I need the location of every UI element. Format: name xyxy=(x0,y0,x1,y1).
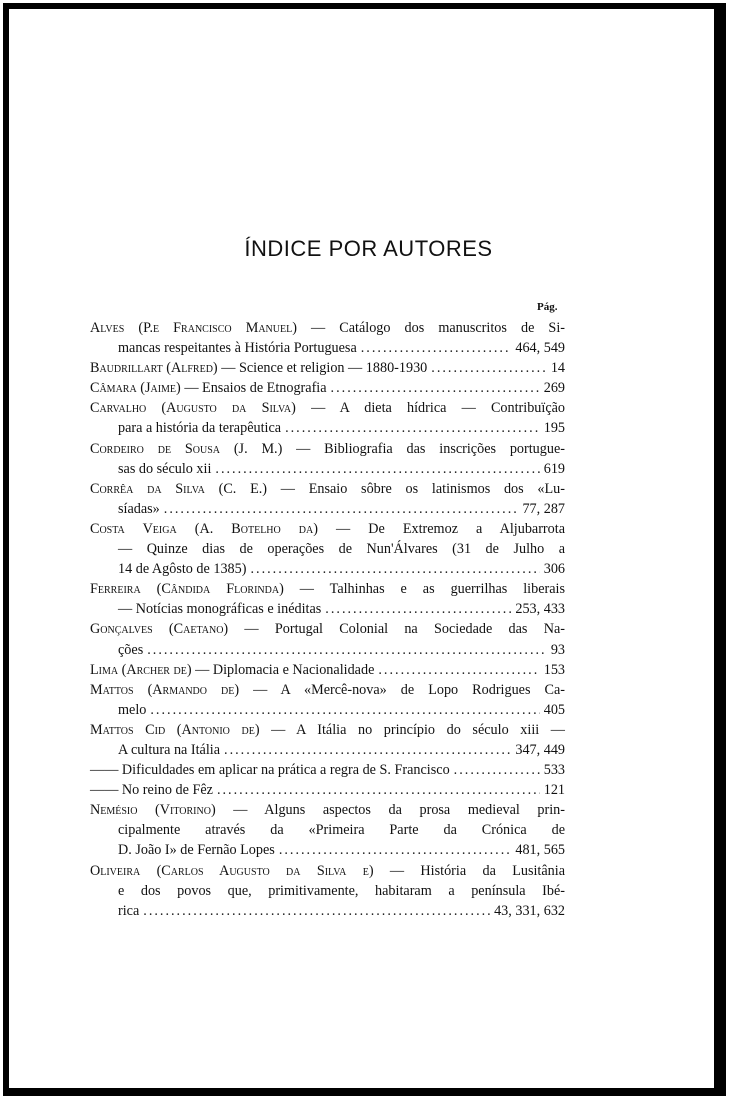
entry-text: melo xyxy=(118,701,147,718)
index-entry xyxy=(90,800,565,860)
entry-text: — Catálogo dos manuscritos de Si- xyxy=(311,320,565,336)
entry-text: — De Extremoz a Aljubarrota xyxy=(336,520,565,537)
entry-text: — Diplomacia e Nacionalidade xyxy=(195,661,375,678)
leader-dots xyxy=(224,740,511,760)
entry-pages: 306 xyxy=(543,561,565,578)
entry-author: Baudrillart (Alfred) xyxy=(90,360,218,377)
index-entry xyxy=(90,619,565,659)
index-entry xyxy=(90,861,565,921)
entry-pages: 347, 449 xyxy=(515,741,565,758)
entry-text: — História da Lusitânia xyxy=(389,862,565,879)
entry-author: Cordeiro de Sousa (J. M.) xyxy=(90,440,283,457)
entry-author: Gonçalves (Caetano) xyxy=(90,621,229,638)
leader-dots xyxy=(279,840,512,860)
leader-dots xyxy=(164,499,519,519)
entry-text: — Quinze dias de operações de Nun'Álvares (31 de Julho a xyxy=(118,541,565,558)
entry-author: Costa Veiga (A. Botelho da) xyxy=(90,520,318,537)
index-entry xyxy=(90,378,565,398)
entry-pages: 121 xyxy=(543,782,565,799)
index-entry xyxy=(90,439,565,479)
entry-text: — A «Mercê-nova» de Lopo Rodrigues Ca- xyxy=(253,681,565,698)
leader-dots xyxy=(454,760,540,780)
entry-text: — Ensaios de Etnografia xyxy=(184,380,327,397)
entry-author: Ferreira (Cândida Florinda) xyxy=(90,581,284,598)
entry-pages: 405 xyxy=(543,701,565,718)
leader-dots xyxy=(143,901,490,921)
entry-author: Câmara (Jaime) xyxy=(90,380,181,397)
entry-author: Mattos (Armando de) xyxy=(90,681,240,698)
leader-dots xyxy=(431,358,547,378)
index-entry xyxy=(90,780,565,800)
leader-dots xyxy=(147,640,547,660)
entry-author: Lima (Archer de) xyxy=(90,661,192,678)
entry-pages: 195 xyxy=(543,420,565,437)
index-entry xyxy=(90,660,565,680)
page-column-label: Pág. xyxy=(537,301,558,313)
entry-author: Nemésio (Vitorino) xyxy=(90,802,216,819)
leader-dots xyxy=(361,338,512,358)
entry-author: Carvalho (Augusto da Silva) xyxy=(90,400,296,417)
entry-pages: 14 xyxy=(550,360,565,377)
entry-text: e dos povos que, primitivamente, habitaram a península Ibé- xyxy=(118,882,565,899)
index-entry xyxy=(90,720,565,760)
entry-author: Oliveira (Carlos Augusto da Silva e) xyxy=(90,862,374,879)
entry-text: A cultura na Itália xyxy=(118,741,221,758)
entry-text: — Talhinhas e as guerrilhas liberais xyxy=(299,581,566,598)
index-entries xyxy=(90,318,565,921)
leader-dots xyxy=(325,599,511,619)
index-entry xyxy=(90,398,565,438)
entry-text: — Notícias monográficas e inéditas xyxy=(118,601,322,618)
entry-text: — Alguns aspectos da prosa medieval prin- xyxy=(233,802,565,819)
leader-dots xyxy=(215,459,539,479)
entry-text: mancas respeitantes à História Portuguesa xyxy=(118,340,357,357)
entry-text: cipalmente através da «Primeira Parte da Crónica de xyxy=(118,822,565,839)
entry-text: ções xyxy=(118,641,144,658)
entry-pages: 93 xyxy=(550,641,565,658)
leader-dots xyxy=(378,660,539,680)
entry-author: Corrêa da Silva (C. E.) xyxy=(90,480,268,497)
entry-pages: 619 xyxy=(543,460,565,477)
entry-text: para a história da terapêutica xyxy=(118,420,282,437)
entry-text: — Portugal Colonial na Sociedade das Na- xyxy=(244,621,565,638)
entry-text: — A Itália no princípio do século xiii — xyxy=(271,721,565,738)
leader-dots xyxy=(285,418,540,438)
leader-dots xyxy=(217,780,540,800)
index-entry xyxy=(90,680,565,720)
entry-pages: 253, 433 xyxy=(515,601,565,618)
entry-text: —— No reino de Fêz xyxy=(90,782,213,799)
entry-pages: 481, 565 xyxy=(515,842,565,859)
index-entry xyxy=(90,579,565,619)
entry-text: — Ensaio sôbre os latinismos dos «Lu- xyxy=(280,480,565,497)
entry-author: Alves (P.e Francisco Manuel) xyxy=(90,320,297,336)
entry-text: — Science et religion — 1880-1930 xyxy=(221,360,428,377)
page-title: ÍNDICE POR AUTORES xyxy=(244,236,493,261)
entry-text: sas do século xii xyxy=(118,460,212,477)
entry-text: rica xyxy=(118,902,140,919)
index-entry xyxy=(90,519,565,579)
leader-dots xyxy=(250,559,539,579)
entry-text: D. João I» de Fernão Lopes xyxy=(118,842,275,859)
entry-pages: 77, 287 xyxy=(522,500,565,517)
entry-pages: 269 xyxy=(543,380,565,397)
entry-text: síadas» xyxy=(118,500,160,517)
leader-dots xyxy=(150,700,539,720)
index-entry xyxy=(90,479,565,519)
entry-pages: 464, 549 xyxy=(515,340,565,357)
index-entry xyxy=(90,358,565,378)
entry-pages: 153 xyxy=(543,661,565,678)
entry-pages: 43, 331, 632 xyxy=(494,902,565,919)
entry-author: Mattos Cid (Antonio de) xyxy=(90,721,260,738)
entry-text: — A dieta hídrica — Contribuïção xyxy=(311,400,566,417)
entry-text: — Bibliografia das inscrições portugue- xyxy=(296,440,565,457)
index-entry xyxy=(90,318,565,358)
entry-text: 14 de Agôsto de 1385) xyxy=(118,561,247,578)
entry-text: —— Dificuldades em aplicar na prática a regra de S. Francisco xyxy=(90,762,450,779)
index-entry xyxy=(90,760,565,780)
entry-pages: 533 xyxy=(543,762,565,779)
leader-dots xyxy=(331,378,540,398)
